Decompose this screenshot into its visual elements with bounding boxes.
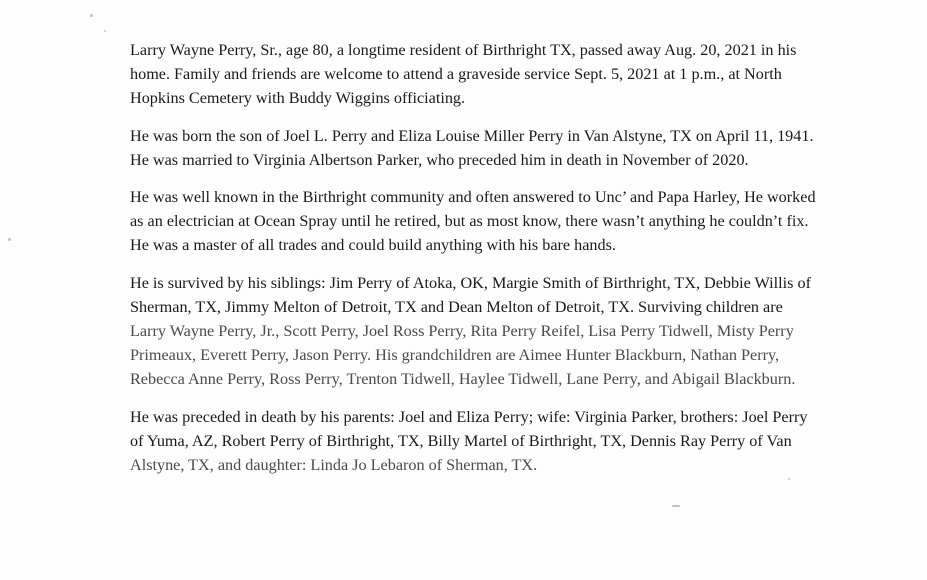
paragraph-birth-marriage: He was born the son of Joel L. Perry and Eliza Louise Miller Perry in Van Alstyne, TX on April 11, 1941. He was married to Virginia Albertson Parker, who preceded him in death in November of 2020.: [130, 126, 814, 169]
preceded-main-text: He was preceded in death by his parents: Joel and Eliza Perry; wife: Virginia Parker, brothers: Joel Perry of Yuma, AZ, Robert Perry of Birthright, TX, Billy Martel of Birthright, TX, Dennis Ray Perry of Van: [130, 407, 808, 450]
obituary-text: [130, 38, 820, 490]
scan-speck: [8, 238, 11, 241]
paragraph-community-career: He was well known in the Birthright community and often answered to Unc’ and Papa Harley, He worked as an electrician at Ocean Spray until he retired, but as most know, there wasn’t anything he couldn’t fix. He was a master of all trades and could build anything with his bare hands.: [130, 188, 816, 255]
paragraph-preceded-in-death: [130, 405, 820, 478]
survivors-siblings-text: He is survived by his siblings: Jim Perry of Atoka, OK, Margie Smith of Birthright, TX, Debbie Willis of Sherman, TX, Jimmy Melton of Detroit, TX and Dean Melton of Detroit, TX. Surviving children are: [130, 273, 811, 316]
paragraph-death-notice: Larry Wayne Perry, Sr., age 80, a longtime resident of Birthright TX, passed away Aug. 20, 2021 in his home. Family and friends are welcome to attend a graveside service Sept. 5, 2021 at 1 p.m., at North Hopkins Cemetery with Buddy Wiggins officiating.: [130, 41, 797, 108]
scan-speck: [90, 14, 93, 17]
survivors-children-text: Larry Wayne Perry, Jr., Scott Perry, Joel Ross Perry, Rita Perry Reifel, Lisa Perry Tidwell, Misty Perry Primeaux, Everett Perry, Jason Perry. His grandchildren are Aimee Hunter Blackburn, Nathan Perry, Rebecca Anne Perry, Ross Perry, Trenton Tidwell, Haylee Tidwell, Lane Perry, and Abigail Blackburn.: [130, 322, 796, 389]
scan-speck: [672, 505, 680, 507]
paragraph-survivors: [130, 271, 820, 392]
scan-speck: [104, 30, 106, 32]
preceded-daughter-text: Alstyne, TX, and daughter: Linda Jo Lebaron of Sherman, TX.: [130, 456, 538, 475]
